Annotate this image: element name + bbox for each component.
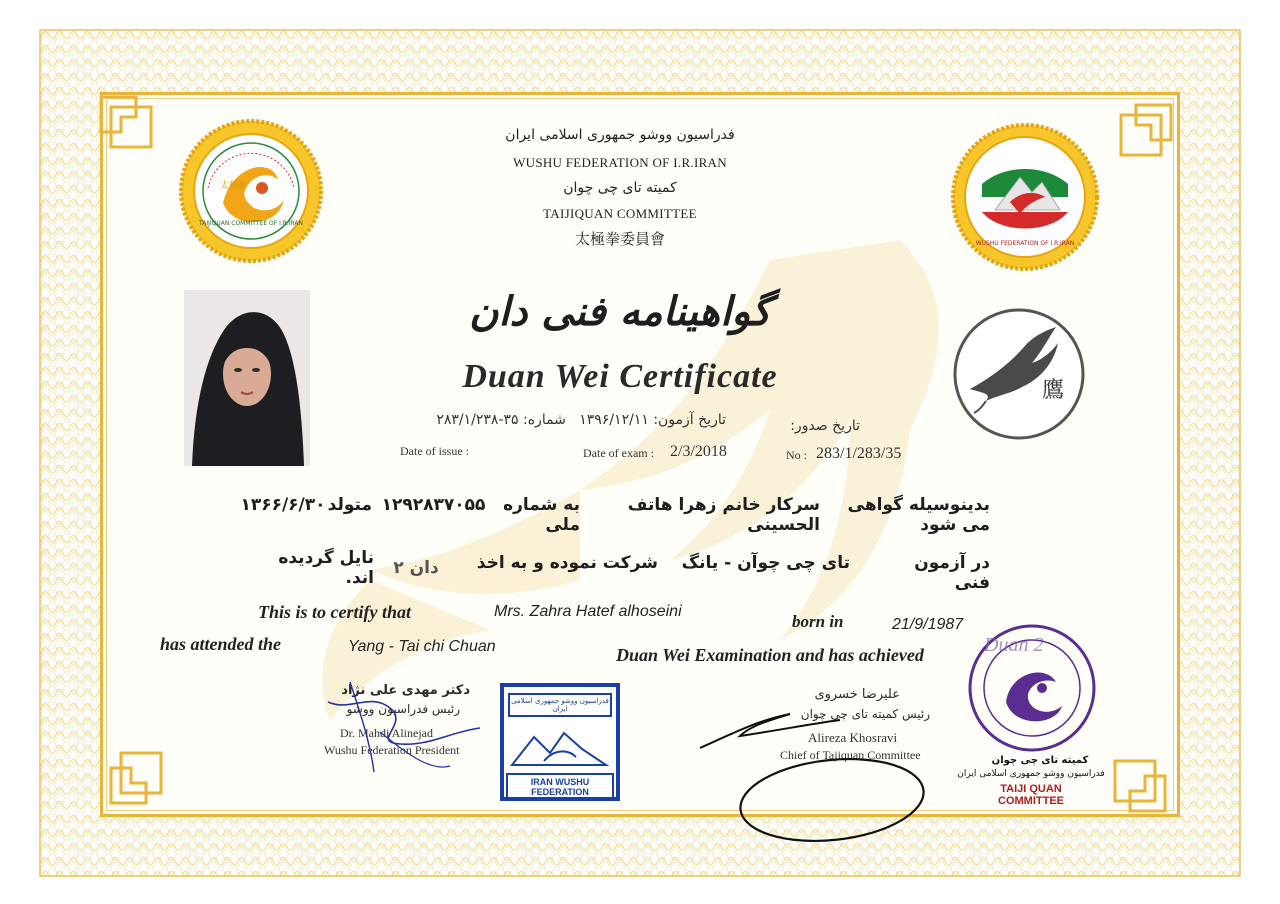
left-signer-name-fa: دکتر مهدی علی نژاد	[341, 683, 470, 698]
federation-name-fa: فدراسیون ووشو جمهوری اسلامی ایران	[505, 127, 735, 143]
holder-name-en: Mrs. Zahra Hatef alhoseini	[494, 603, 682, 620]
certify-fa: بدینوسیله گواهی می شود	[847, 495, 990, 535]
right-signer-title-fa: رئیس کمیته تای چی چوان	[800, 707, 930, 721]
achieved-fa: نایل گردیده اند.	[278, 548, 374, 588]
certify-en: This is to certify that	[258, 602, 411, 622]
number-fa: ۳۵-۲۸۳/۱/۲۳۸	[436, 412, 519, 428]
attended-fa: شرکت نموده و به اخذ	[476, 553, 658, 573]
corner-knot-top-left	[96, 92, 166, 162]
stamp-mountain-icon	[504, 719, 616, 773]
title-en: Duan Wei Certificate	[462, 358, 778, 395]
national-id-fa: ۱۲۹۲۸۳۷۰۵۵	[381, 495, 486, 515]
eagle-char: 鷹	[1042, 378, 1065, 403]
holder-name-fa: سرکار خانم زهرا هاتف الحسینی	[627, 495, 820, 535]
holder-photo	[184, 290, 310, 466]
exam-label-fa: در آزمون فنی	[914, 553, 990, 593]
right-signer-name-en: Alireza Khosravi	[808, 730, 898, 745]
national-id-label-fa: به شماره ملی	[503, 495, 580, 535]
birth-date-en: 21/9/1987	[892, 616, 964, 633]
federation-stamp-en: IRAN WUSHU FEDERATION	[506, 773, 614, 801]
number-en: 283/1/283/35	[816, 445, 902, 462]
issue-line-fa	[366, 412, 726, 428]
wushu-federation-seal	[950, 122, 1100, 272]
born-label-fa: متولد	[327, 495, 372, 515]
issue-date-label-en: Date of issue :	[400, 444, 469, 458]
corner-knot-top-right	[1106, 100, 1176, 170]
attended-en: has attended the	[160, 634, 282, 654]
exam-date-label-en: Date of exam :	[583, 446, 654, 460]
committee-stamp-en: TAIJI QUAN COMMITTEE	[998, 783, 1064, 807]
birth-date-fa: ۱۳۶۶/۶/۳۰	[240, 495, 326, 515]
exam-date-fa: ۱۳۹۶/۱۲/۱۱	[579, 412, 649, 428]
style-fa: تای چی چوآن - یانگ	[681, 553, 850, 573]
left-seal-text: TAIJIQUAN COMMITTEE OF I.R.IRAN	[199, 220, 303, 227]
federation-name-en: WUSHU FEDERATION OF I.R.IRAN	[513, 155, 727, 170]
left-seal-cn: 太极拳	[220, 181, 248, 191]
left-signer-name-en: Dr. Mahdi Alinejad	[340, 726, 433, 740]
right-seal-text: WUSHU FEDERATION OF I.R.IRAN	[975, 240, 1075, 247]
right-signer-name-fa: علیرضا خسروی	[814, 687, 900, 702]
corner-knot-bottom-left	[106, 738, 176, 808]
duan-fa: دان ۲	[393, 558, 439, 578]
committee-stamp-fa-1: کمیته تای چی چوان	[991, 755, 1089, 766]
portrait-illustration	[184, 290, 310, 466]
federation-stamp-fa: فدراسیون ووشو جمهوری اسلامی ایران	[508, 693, 612, 717]
number-label-en: No :	[786, 448, 807, 462]
left-signature	[310, 672, 500, 782]
exam-date-label-fa: تاریخ آزمون:	[653, 412, 726, 428]
committee-name-cn: 太極拳委員會	[574, 230, 665, 248]
exam-date-en: 2/3/2018	[670, 443, 727, 460]
eagle-logo	[952, 307, 1086, 441]
left-signer-title-en: Wushu Federation President	[324, 743, 460, 757]
federation-stamp	[500, 683, 620, 801]
number-label-fa: شماره:	[523, 412, 566, 428]
taijiquan-committee-seal	[178, 118, 324, 264]
issue-date-label-fa: تاریخ صدور:	[790, 418, 860, 434]
style-en: Yang - Tai chi Chuan	[348, 638, 496, 655]
committee-stamp-fa-2: فدراسیون ووشو جمهوری اسلامی ایران	[957, 769, 1105, 779]
right-signer-title-en: Chief of Tajiquan Committee	[780, 748, 921, 762]
right-signature	[680, 690, 940, 850]
title-fa: گواهینامه فنی دان	[469, 288, 771, 335]
left-signer-title-fa: رئیس فدراسیون ووشو	[346, 702, 460, 716]
committee-name-en: TAIJIQUAN COMMITTEE	[543, 206, 697, 221]
born-label-en: born in	[792, 612, 844, 631]
exam-en: Duan Wei Examination and has achieved	[616, 645, 924, 665]
corner-knot-bottom-right	[1100, 746, 1170, 816]
duan-en: Duan 2	[984, 634, 1044, 656]
committee-name-fa: کمیته تای چی چوان	[563, 180, 677, 196]
